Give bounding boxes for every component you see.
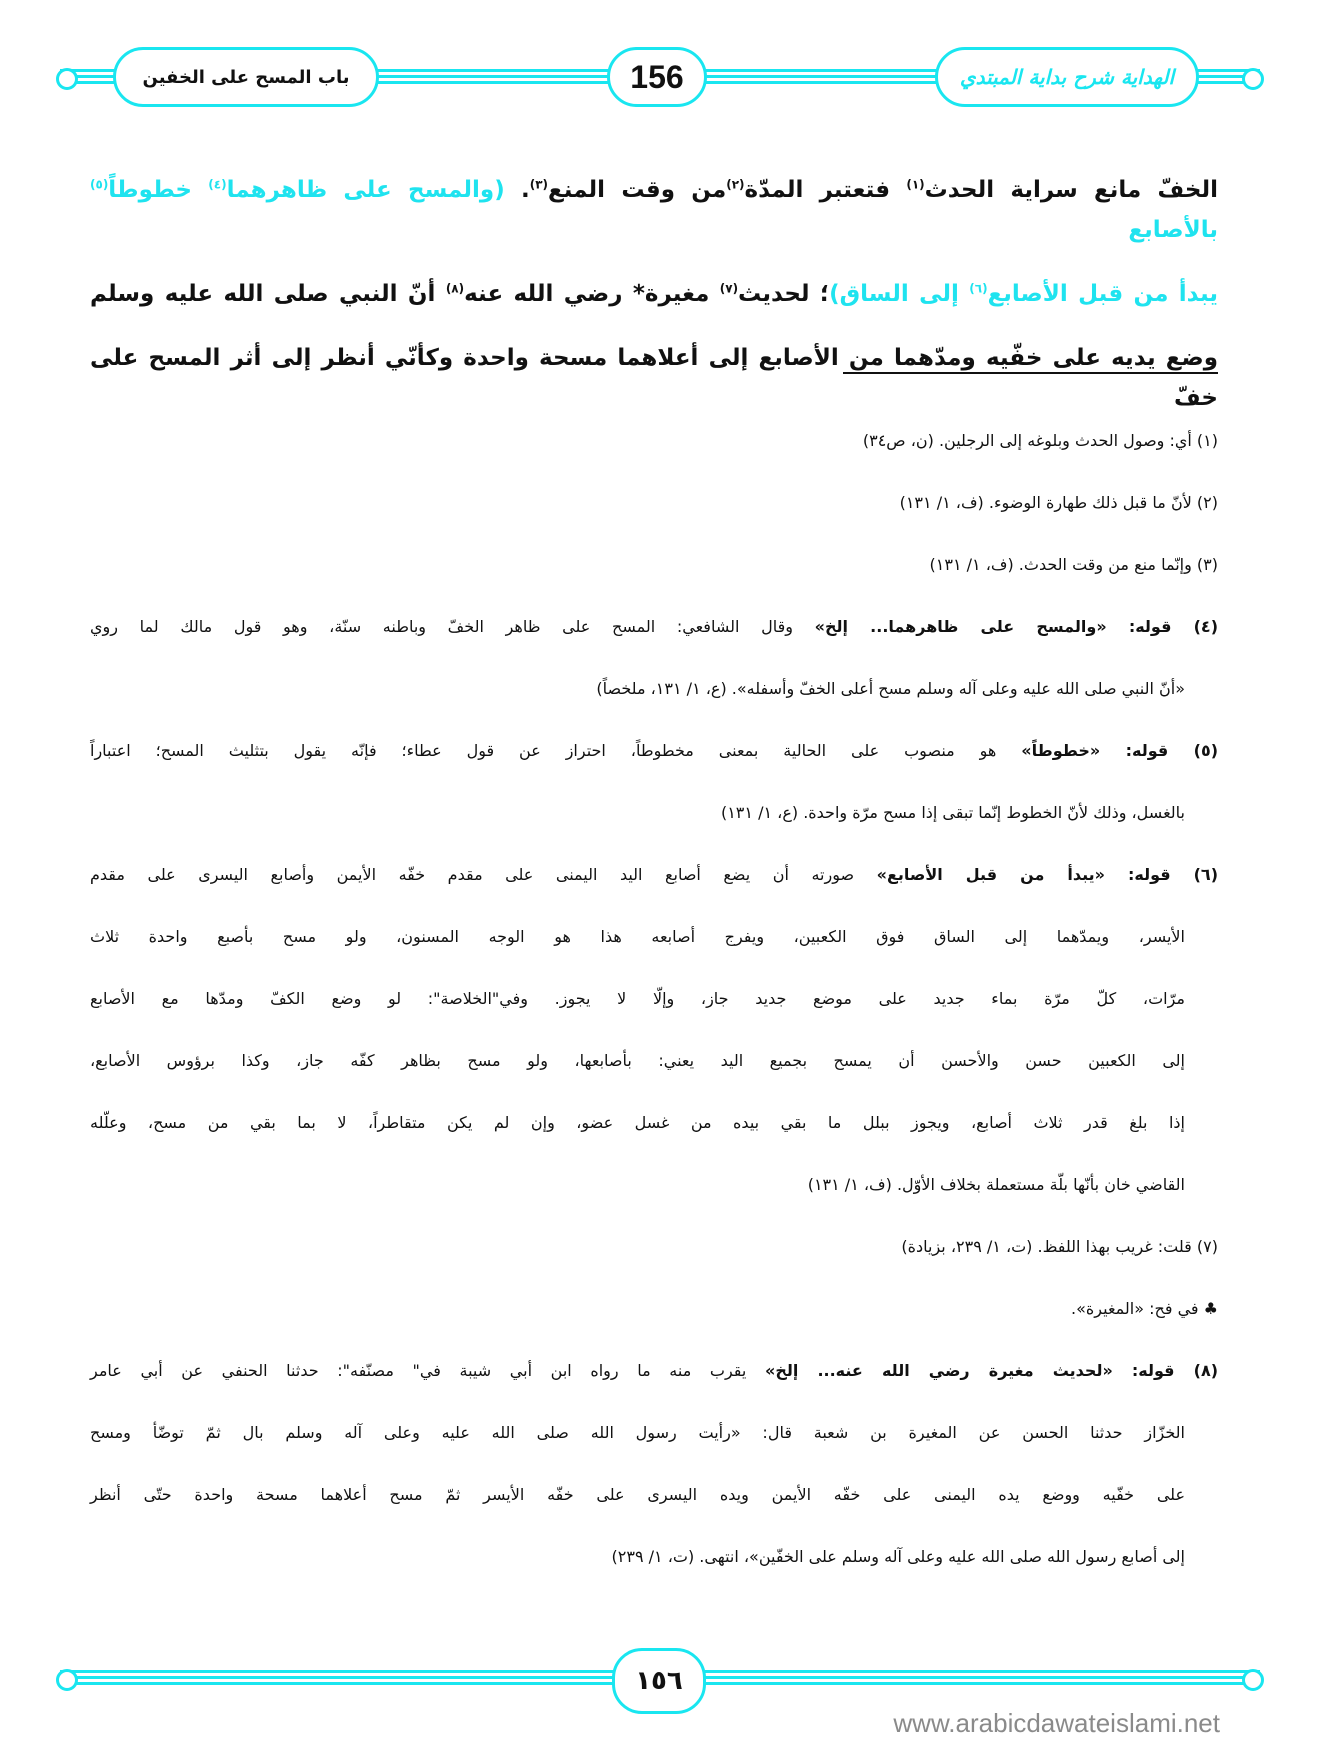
footnote-marker: (٤) (208, 177, 227, 192)
footnote-text: بالغسل، وذلك لأنّ الخطوط إنّما تبقى إذا مسح مرّة واحدة. (ع، ١/ ١٣١) (720, 803, 1185, 822)
footnote-line (90, 1526, 1218, 1588)
main-text-line (90, 158, 1218, 262)
footnote-text: يقرب منه ما رواه ابن أبي شيبة في" مصنّفه": حدثنا الحنفي عن أبي عامر (90, 1361, 765, 1380)
text-segment: من وقت المنع (548, 177, 727, 203)
footnote-line (90, 906, 1218, 968)
footnote-marker: (١) (906, 177, 925, 192)
text-segment: بالأصابع (1128, 217, 1218, 243)
footnote-marker: (٦) (969, 281, 988, 296)
footnote-line (90, 1464, 1218, 1526)
footnote-line (90, 472, 1218, 534)
footnote-separator (843, 372, 1218, 374)
footnote-line (90, 720, 1218, 782)
footnote-text: وقال الشافعي: المسح على ظاهر الخفّ وباطنه سنّة، وهو قول مالك لما روي (90, 617, 815, 636)
footnote-text: (٣) وإنّما منع من وقت الحدث. (ف، ١/ ١٣١) (929, 555, 1218, 574)
footnote-marker: (٨) (445, 281, 465, 296)
text-segment: يبدأ من قبل الأصابع (987, 281, 1218, 307)
footnote-line (90, 1340, 1218, 1402)
text-segment: خطوطاً (108, 177, 209, 203)
footnote-text: إلى أصابع رسول الله صلى الله عليه وعلى آله وسلم على الخفّين»، انتهى. (ت، ١/ ٢٣٩) (611, 1547, 1185, 1566)
footnote-heading: (٦) قوله: «يبدأ من قبل الأصابع» (876, 865, 1218, 884)
footnote-marker: (٧) (719, 281, 739, 296)
main-text-line (90, 262, 1218, 326)
text-segment: مغيرة* رضي الله عنه (464, 281, 720, 307)
text-segment: فتعتبر المدّة (744, 177, 907, 203)
text-segment: . (504, 177, 530, 203)
footnote-text: ♣ في فح: «المغيرة». (1071, 1299, 1218, 1318)
book-title: الهداية شرح بداية المبتدي (959, 65, 1175, 89)
footnote-marker: (٢) (726, 177, 745, 192)
text-segment: إلى الساق) (829, 281, 970, 307)
footnote-line (90, 844, 1218, 906)
page-number-badge (607, 47, 707, 107)
footnote-line (90, 410, 1218, 472)
footnotes (90, 410, 1218, 1588)
footnote-line (90, 1216, 1218, 1278)
footnote-text: الخزّاز حدثنا الحسن عن المغيرة بن شعبة قال: «رأيت رسول الله صلى الله عليه وعلى آله وسلم بال ثمّ توضّأ ومسح (90, 1423, 1185, 1442)
footnote-text: على خفّيه ووضع يده اليمنى على خفّه الأيمن ويده اليسرى على خفّه الأيسر ثمّ مسح أعلاهما مسحة واحدة حتّى أنظر (90, 1485, 1185, 1504)
footnote-text: (١) أي: وصول الحدث وبلوغه إلى الرجلين. (ن، ص٣٤) (862, 431, 1218, 450)
footer-page-number: ١٥٦ (635, 1666, 683, 1696)
footnote-line (90, 658, 1218, 720)
footnote-text: القاضي خان بأنّها بلّة مستعملة بخلاف الأوّل. (ف، ١/ ١٣١) (807, 1175, 1185, 1194)
footer-page-number-badge (612, 1648, 706, 1714)
footnote-text: «أنّ النبي صلى الله عليه وعلى آله وسلم مسح أعلى الخفّ وأسفله». (ع، ١/ ١٣١، ملخصاً) (596, 679, 1185, 698)
footnote-marker: (٣) (529, 177, 549, 192)
footnote-line (90, 1278, 1218, 1340)
footnote-text: إذا بلغ قدر ثلاث أصابع، ويجوز ببلل ما بقي بيده من غسل عضو، وإن لم يكن متقاطراً، لا بما بقي من مسح، وعلّله (90, 1113, 1185, 1132)
text-segment: (والمسح على ظاهرهما (226, 177, 505, 203)
footnote-line (90, 968, 1218, 1030)
footnote-line (90, 782, 1218, 844)
footnote-line (90, 1092, 1218, 1154)
footnote-text: هو منصوب على الحالية بمعنى مخطوطاً، احتراز عن قول عطاء؛ فإنّه يقول بتثليث المسح؛ اعتباراً (90, 741, 1022, 760)
footnote-line (90, 534, 1218, 596)
footnote-text: إلى الكعبين حسن والأحسن أن يمسح بجميع اليد يعني: بأصابعها، ولو مسح بظاهر كفّه جاز، وكذا برؤوس الأصابع، (90, 1051, 1185, 1070)
footnote-heading: (٥) قوله: «خطوطاً» (1021, 741, 1219, 760)
footnote-line (90, 1154, 1218, 1216)
page-number: 156 (630, 58, 684, 95)
main-text (90, 158, 1218, 430)
footnote-line (90, 1030, 1218, 1092)
text-segment: الخفّ مانع سراية الحدث (924, 177, 1219, 203)
footnote-heading: (٨) قوله: «لحديث مغيرة رضي الله عنه... إلخ» (764, 1361, 1219, 1380)
chapter-title-badge (113, 47, 379, 107)
footnote-line (90, 1402, 1218, 1464)
text-segment: أنّ النبي صلى الله عليه وسلم (90, 281, 446, 307)
footnote-line (90, 596, 1218, 658)
website-url: www.arabicdawateislami.net (893, 1708, 1220, 1738)
footnote-text: صورته أن يضع أصابع اليد اليمنى على مقدم خفّه الأيمن وأصابع اليسرى على مقدم (90, 865, 877, 884)
book-title-badge (935, 47, 1199, 107)
footnote-marker: (٥) (90, 177, 109, 192)
text-segment: وضع يديه على خفّيه ومدّهما من الأصابع إلى أعلاهما مسحة واحدة وكأنّي أنظر إلى أثر المسح على خفّ (90, 345, 1218, 411)
footnote-text: الأيسر، ويمدّهما إلى الساق فوق الكعبين، ويفرج أصابعه هذا هو الوجه المسنون، ولو مسح بأصبع واحدة ثلاث (90, 927, 1185, 946)
text-segment: ؛ لحديث (738, 281, 830, 307)
chapter-title: باب المسح على الخفين (142, 66, 350, 88)
footnote-heading: (٤) قوله: «والمسح على ظاهرهما... إلخ» (814, 617, 1218, 636)
footnote-text: مرّات، كلّ مرّة بماء جديد على موضع جديد جاز، وإلّا لا يجوز. وفي"الخلاصة": لو وضع الكفّ ومدّها مع الأصابع (90, 989, 1185, 1008)
footnote-text: (٧) قلت: غريب بهذا اللفظ. (ت، ١/ ٢٣٩، بزيادة) (901, 1237, 1218, 1256)
footnote-text: (٢) لأنّ ما قبل ذلك طهارة الوضوء. (ف، ١/ ١٣١) (899, 493, 1218, 512)
